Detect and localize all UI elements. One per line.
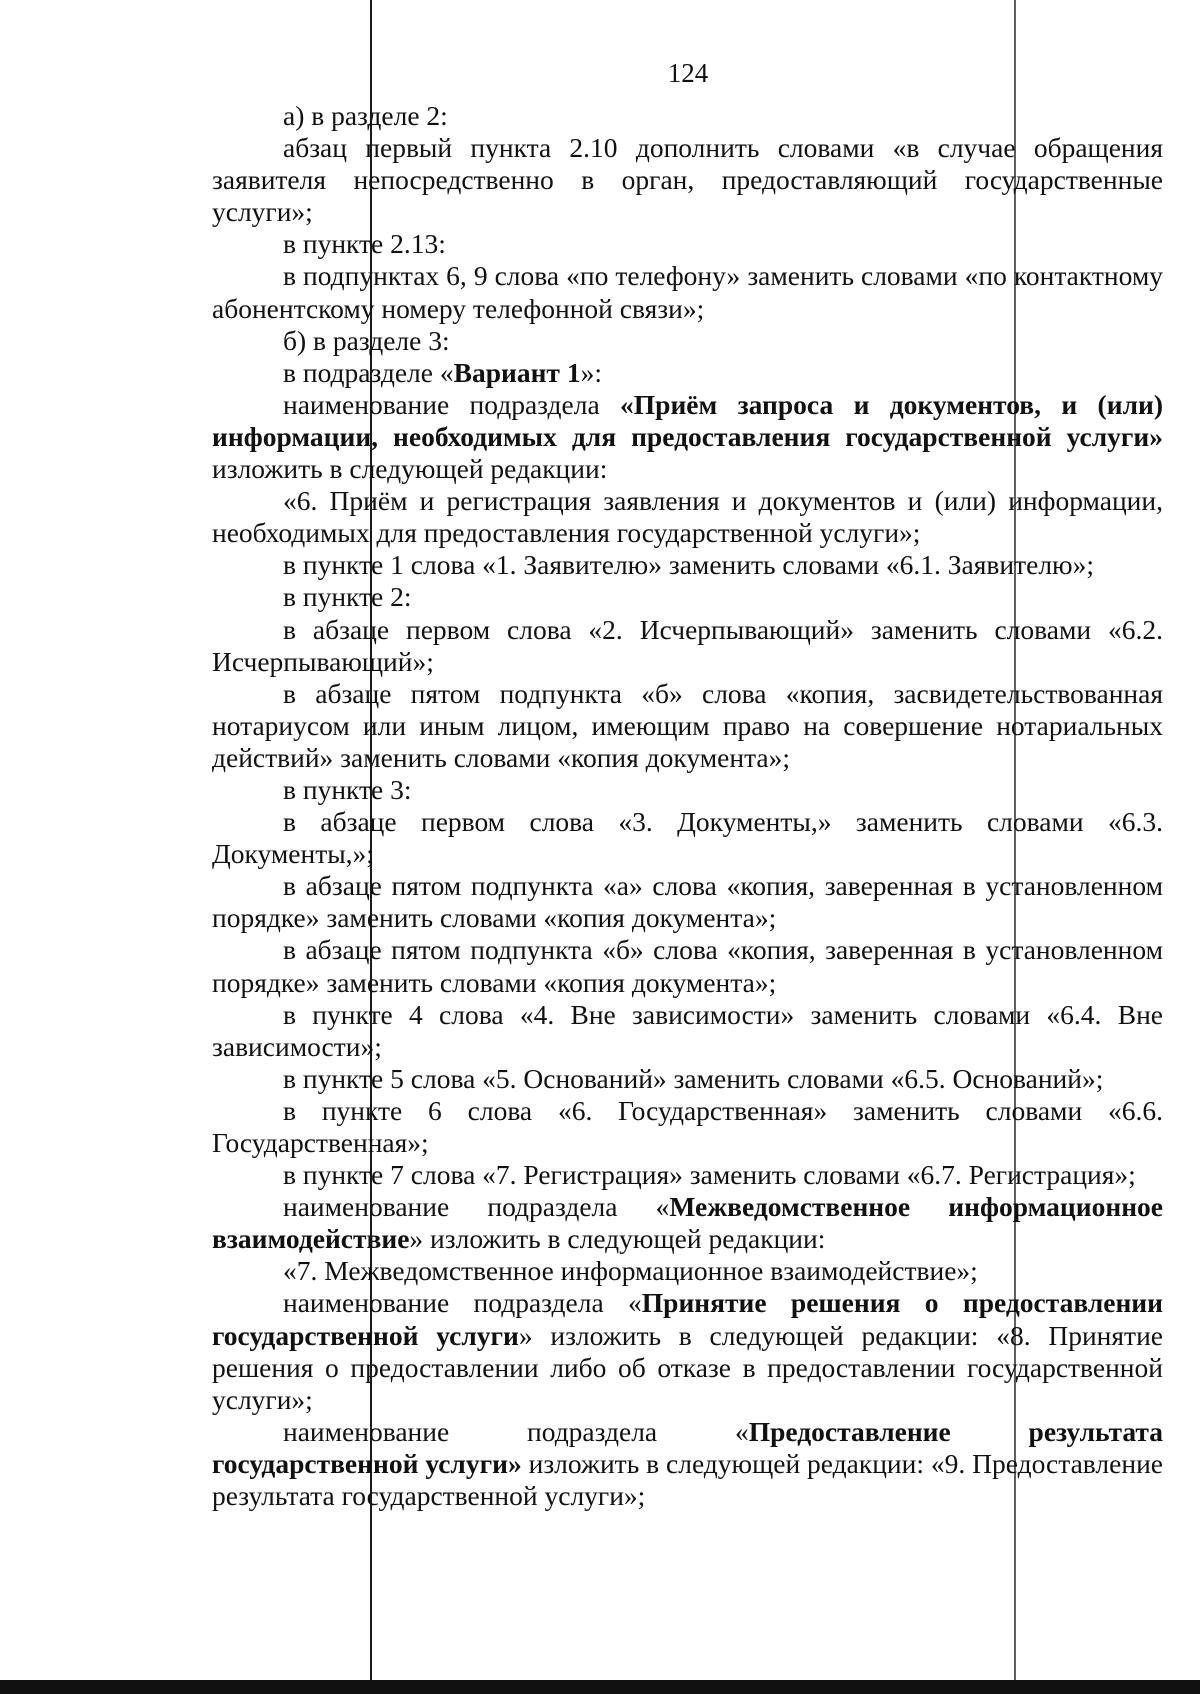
text-run: в подразделе « — [283, 356, 454, 388]
text-run: наименование подраздела « — [283, 1415, 749, 1447]
paragraph — [212, 228, 1163, 260]
paragraph — [212, 389, 1163, 485]
text-run: в абзаце пятом подпункта «а» слова «копия, заверенная в установленном порядке» заменить словами «копия документа»; — [212, 870, 1163, 934]
text-run: изложить в следующей редакции: — [212, 453, 608, 485]
paragraph — [212, 357, 1163, 389]
paragraph — [212, 485, 1163, 549]
paragraph — [212, 806, 1163, 870]
document-body — [212, 100, 1163, 1512]
text-run: в пункте 7 слова «7. Регистрация» заменить словами «6.7. Регистрация»; — [283, 1159, 1136, 1191]
text-run: в пункте 4 слова «4. Вне зависимости» заменить словами «6.4. Вне зависимости»; — [212, 998, 1163, 1062]
text-run: наименование подраздела « — [283, 1191, 670, 1223]
text-run: » изложить в следующей редакции: «8. Принятие решения о предоставлении либо об отказе в предоставлении государственной услуги»; — [212, 1319, 1163, 1415]
paragraph — [212, 1063, 1163, 1095]
text-run: абзац первый пункта 2.10 дополнить словами «в случае обращения заявителя непосредственно в орган, предоставляющий государственные услуги»; — [212, 132, 1163, 228]
text-run: в абзаце первом слова «2. Исчерпывающий» заменить словами «6.2. Исчерпывающий»; — [212, 613, 1163, 677]
page-number: 124 — [667, 58, 709, 88]
text-run: в подпунктах 6, 9 слова «по телефону» заменить словами «по контактному абонентскому номеру телефонной связи»; — [212, 260, 1163, 324]
text-run: в пункте 6 слова «6. Государственная» заменить словами «6.6. Государственная»; — [212, 1094, 1163, 1158]
text-run: наименование подраздела — [283, 388, 621, 420]
bold-text: Межведомственное информационное взаимодействие — [212, 1191, 1163, 1255]
text-run: а) в разделе 2: — [283, 100, 448, 131]
paragraph — [212, 1287, 1163, 1415]
paragraph — [212, 1159, 1163, 1191]
paragraph — [212, 549, 1163, 581]
text-run: наименование подраздела « — [283, 1287, 642, 1319]
paragraph — [212, 1255, 1163, 1287]
scan-artifact-bottom-bar — [0, 1680, 1200, 1694]
paragraph — [212, 999, 1163, 1063]
text-run: в пункте 3: — [283, 773, 412, 805]
text-run: в абзаце пятом подпункта «б» слова «копия, засвидетельствованная нотариусом или иным лицом, имеющим право на совершение нотариальных действий» заменить словами «копия документа»; — [212, 677, 1163, 773]
paragraph — [212, 100, 1163, 132]
paragraph — [212, 678, 1163, 774]
paragraph — [212, 1095, 1163, 1159]
paragraph — [212, 581, 1163, 613]
paragraph — [212, 260, 1163, 324]
text-run: в пункте 1 слова «1. Заявителю» заменить словами «6.1. Заявителю»; — [283, 549, 1094, 581]
paragraph — [212, 325, 1163, 357]
paragraph — [212, 870, 1163, 934]
paragraph — [212, 934, 1163, 998]
paragraph — [212, 614, 1163, 678]
text-run: «6. Приём и регистрация заявления и документов и (или) информации, необходимых для предоставления государственной услуги»; — [212, 485, 1163, 549]
paragraph — [212, 1191, 1163, 1255]
paragraph — [212, 774, 1163, 806]
text-run: «7. Межведомственное информационное взаимодействие»; — [283, 1255, 978, 1287]
text-run: в пункте 2: — [283, 581, 412, 613]
paragraph — [212, 1416, 1163, 1512]
text-run: в абзаце пятом подпункта «б» слова «копия, заверенная в установленном порядке» заменить словами «копия документа»; — [212, 934, 1163, 998]
text-run: в пункте 2.13: — [283, 228, 446, 260]
text-run: »: — [580, 356, 602, 388]
text-run: » изложить в следующей редакции: — [409, 1223, 826, 1255]
bold-text: Предоставление результата государственной услуги» — [212, 1415, 1163, 1479]
bold-text: «Приём запроса и документов, и (или) информации, необходимых для предоставления государственной услуги» — [212, 388, 1163, 452]
text-run: в абзаце первом слова «3. Документы,» заменить словами «6.3. Документы,»; — [212, 806, 1163, 870]
text-run: изложить в следующей редакции: «9. Предоставление результата государственной услуги»; — [212, 1447, 1163, 1512]
bold-text: Вариант 1 — [453, 356, 581, 388]
text-run: б) в разделе 3: — [283, 324, 450, 356]
bold-text: Принятие решения о предоставлении государственной услуги — [212, 1287, 1163, 1351]
paragraph — [212, 132, 1163, 228]
text-run: в пункте 5 слова «5. Оснований» заменить словами «6.5. Оснований»; — [283, 1062, 1104, 1094]
